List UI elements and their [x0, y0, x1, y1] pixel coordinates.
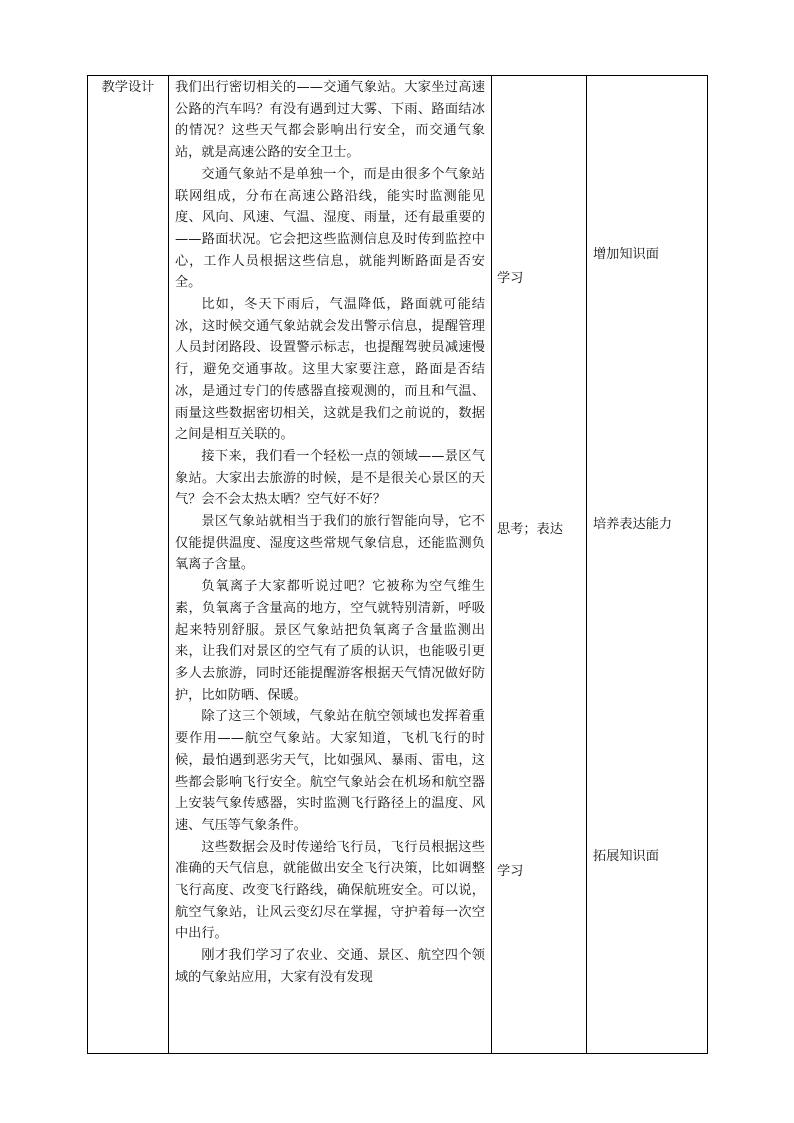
- paragraph: 比如，冬天下雨后，气温降低，路面就可能结冰，这时候交通气象站就会发出警示信息，提醒管理人员封闭路段、设置警示标志，也提醒驾驶员减速慢行，避免交通事故。这里大家要注意，路面是否结冰，是通过专门的传感器直接观测的，而且和气温、雨量这些数据密切相关，这就是我们之前说的，数据之间是相互关联的。: [175, 297, 485, 443]
- design-purpose: 培养表达能力: [593, 517, 673, 532]
- student-activity-cell: [492, 76, 587, 1054]
- category-cell: [88, 76, 169, 1054]
- paragraph: 我们出行密切相关的——交通气象站。大家坐过高速公路的汽车吗？有没有遇到过大雾、下雨、路面结冰的情况？这些天气都会影响出行安全，而交通气象站，就是高速公路的安全卫士。: [175, 80, 485, 161]
- paragraph: 景区气象站就相当于我们的旅行智能向导，它不仅能提供温度、湿度这些常规气象信息，还能监测负氧离子含量。: [175, 514, 485, 573]
- table-row: [88, 76, 708, 1054]
- student-activity: 学习: [497, 864, 524, 879]
- paragraph: 接下来，我们看一个轻松一点的领域——景区气象站。大家出去旅游的时候，是不是很关心景区的天气？会不会太热太晒？空气好不好？: [175, 448, 485, 508]
- design-purpose-cell: [587, 76, 708, 1054]
- lesson-plan-table: [87, 75, 708, 1054]
- paragraph: 刚才我们学习了农业、交通、景区、航空四个领域的气象站应用，大家有没有发现: [175, 948, 485, 985]
- student-activity: 思考；表达: [497, 522, 563, 537]
- paragraph: 除了这三个领域，气象站在航空领域也发挥着重要作用——航空气象站。大家知道，飞机飞行的时候，最怕遇到恶劣天气，比如强风、暴雨、雷电，这些都会影响飞行安全。航空气象站会在机场和航空器上安装气象传感器，实时监测飞行路径上的温度、风速、气压等气象条件。: [175, 709, 485, 833]
- category-label: 教学设计: [101, 80, 155, 95]
- lesson-content: [169, 76, 491, 989]
- student-activity: 学习: [497, 271, 524, 286]
- paragraph: 负氧离子大家都听说过吧？它被称为空气维生素，负氧离子含量高的地方，空气就特别清新，呼吸起来特别舒服。景区气象站把负氧离子含量监测出来，让我们对景区的空气有了质的认识，也能吸引更多人去旅游，同时还能提醒游客根据天气情况做好防护，比如防晒、保暖。: [175, 579, 485, 703]
- paragraph: 交通气象站不是单独一个，而是由很多个气象站联网组成，分布在高速公路沿线，能实时监测能见度、风向、风速、气温、湿度、雨量，还有最重要的——路面状况。它会把这些监测信息及时传到监控中心，工作人员根据这些信息，就能判断路面是否安全。: [175, 166, 485, 291]
- design-purpose: 增加知识面: [593, 247, 659, 262]
- paragraph: 这些数据会及时传递给飞行员，飞行员根据这些准确的天气信息，就能做出安全飞行决策，比如调整飞行高度、改变飞行路线，确保航班安全。可以说，航空气象站，让风云变幻尽在掌握，守护着每一次空中出行。: [175, 839, 485, 942]
- content-cell: [169, 76, 492, 1054]
- design-purpose: 拓展知识面: [593, 849, 659, 864]
